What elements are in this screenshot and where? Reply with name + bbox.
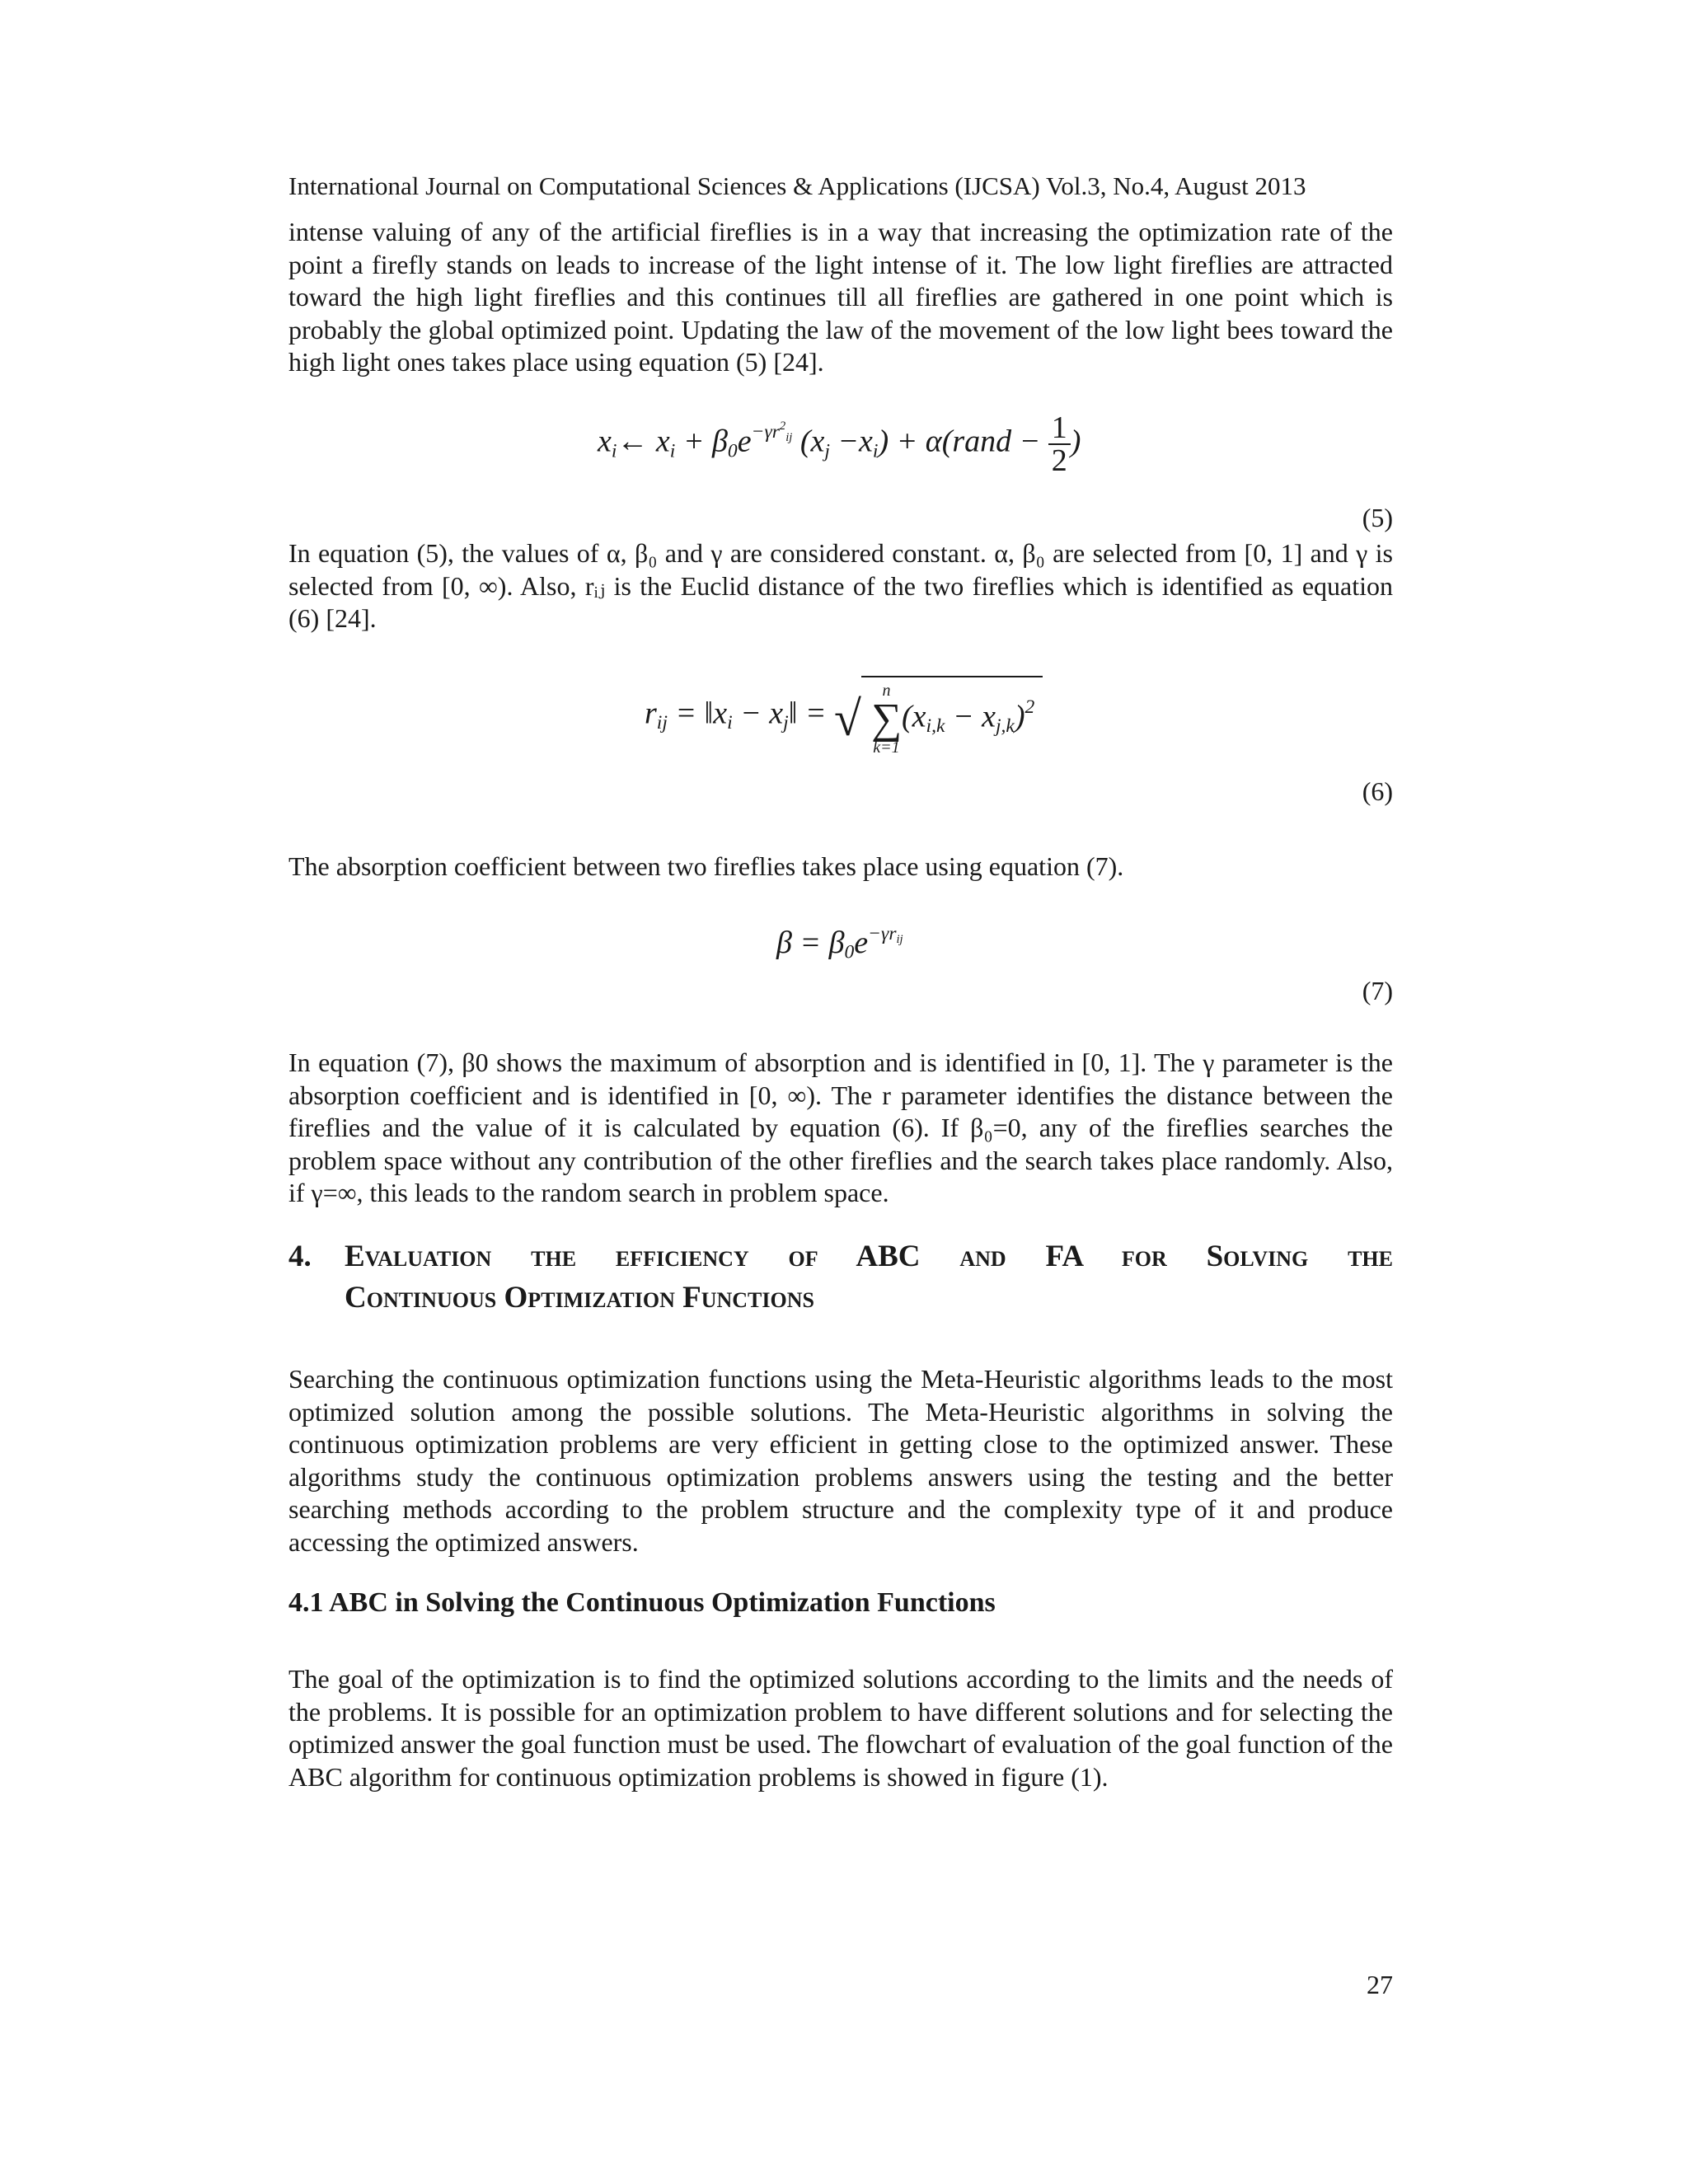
section-title-line-1: Evaluation the efficiency of ABC and FA for Solving the	[345, 1240, 1393, 1273]
section-number: 4.	[288, 1240, 312, 1273]
paragraph-constants: In equation (5), the values of α, β₀ and γ are considered constant. α, β₀ are selected from [0, 1] and γ is selected from [0, ∞). Also, rᵢⱼ is the Euclid distance of the two fireflies which is identified as equation (6) [24].	[288, 538, 1393, 634]
equation-5: $x_i\leftarrow$ $x_i + \beta_0e^{-\gamma r^2_{ij}}$ $(x_j -x_i)$ + α(rand − $\frac{1}{2}$ )	[598, 410, 1081, 478]
equation-7-number: (7)	[1362, 976, 1393, 1005]
equation-6: $r_{ij}$ = $‖x_i$ − $x_j‖$ = √ n ∑ k=1 $(x_{i,k} - x_{j,k})^2$	[645, 676, 1043, 756]
paper-page	[288, 0, 1393, 2184]
equation-6-number: (6)	[1362, 776, 1393, 806]
paragraph-absorption: The absorption coefficient between two fireflies takes place using equation (7).	[288, 851, 1124, 881]
section-title-line-2: Continuous Optimization Functions	[345, 1281, 814, 1315]
page-number: 27	[1367, 1970, 1393, 1999]
subsection-heading-4-1: 4.1 ABC in Solving the Continuous Optimization Functions	[288, 1587, 996, 1618]
paragraph-firefly-movement: intense valuing of any of the artificial fireflies is in a way that increasing the optimization rate of the point a firefly stands on leads to increase of the light intense of it. The low light fireflies are attracted toward the high light fireflies and this continues till all fireflies are gathered in one point which is probably the global optimized point. Updating the law of the movement of the low light bees toward the high light ones takes place using equation (5) [24].	[288, 217, 1393, 377]
paragraph-goal-function: The goal of the optimization is to find the optimized solutions according to the limits and the needs of the problems. It is possible for an optimization problem to have different solutions and for selecting the optimized answer the goal function must be used. The flowchart of evaluation of the goal function of the ABC algorithm for continuous optimization problems is showed in figure (1).	[288, 1664, 1393, 1792]
paragraph-meta-heuristic: Searching the continuous optimization functions using the Meta-Heuristic algorithms leads to the most optimized solution among the possible solutions. The Meta-Heuristic algorithms in solving the continuous optimization problems are very efficient in getting close to the optimized answer. These algorithms study the continuous optimization problems answers using the testing and the better searching methods according to the problem structure and the complexity type of it and produce accessing the optimized answers.	[288, 1364, 1393, 1557]
paragraph-beta-gamma: In equation (7), β0 shows the maximum of absorption and is identified in [0, 1]. The γ parameter is the absorption coefficient and is identified in [0, ∞). The r parameter identifies the distance between the fireflies and the value of it is calculated by equation (6). If β₀=0, any of the fireflies searches the problem space without any contribution of the other fireflies and the search takes place randomly. Also, if γ=∞, this leads to the random search in problem space.	[288, 1047, 1393, 1208]
running-header: International Journal on Computational Sciences & Applications (IJCSA) Vol.3, No.4, August 2013	[288, 171, 1306, 200]
equation-5-number: (5)	[1362, 503, 1393, 532]
equation-7: $\beta = \beta_0e^{-\gamma r_{ij}}$	[776, 922, 903, 963]
